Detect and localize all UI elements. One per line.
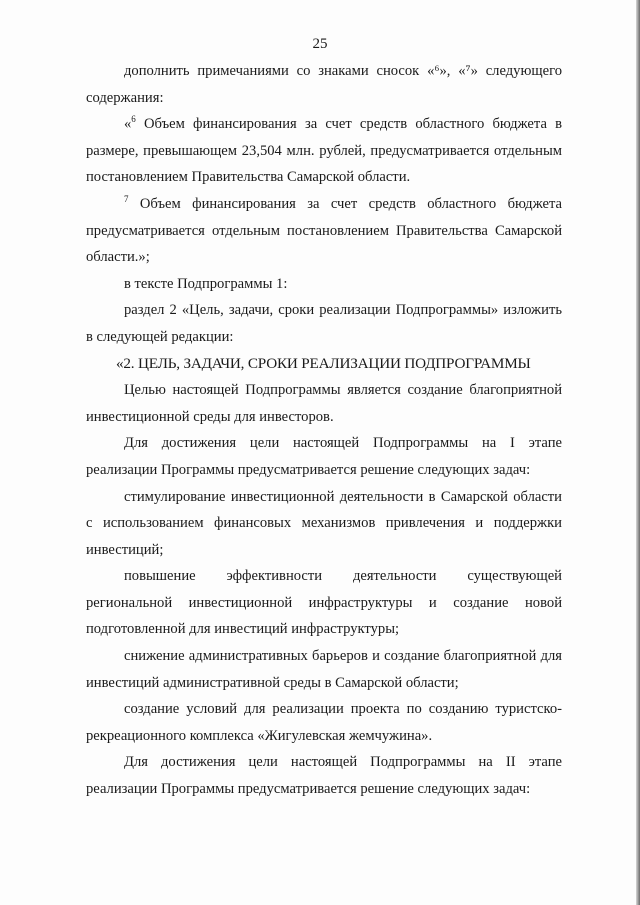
paragraph-task-barriers (86, 643, 562, 696)
paragraph-text: повышение эффективности деятельности существующей региональной инвестиционной инфраструктуры и создание новой подготовленной для инвестиций инфраструктуры; (86, 568, 562, 638)
footnote-mark-7: 7 (124, 194, 129, 205)
paragraph-text: Целью настоящей Подпрограммы является создание благоприятной инвестиционной среды для инвесторов. (86, 382, 562, 425)
paragraph-text: Объем финансирования за счет средств областного бюджета в размере, превышающем 23,504 млн. рублей, предусматривается отдельным постановлением Правительства Самарской области. (86, 116, 562, 186)
paragraph-task-zhigulevskaya (86, 696, 562, 749)
paragraph-stage-1-tasks (86, 430, 562, 483)
footnote-mark-6: 6 (131, 114, 136, 125)
paragraph-footnote-7 (86, 191, 562, 271)
paragraph-text: Объем финансирования за счет средств областного бюджета предусматривается отдельным постановлением Правительства Самарской области.»; (86, 195, 562, 266)
paragraph-text: Для достижения цели настоящей Подпрограммы на II этапе реализации Программы предусматривается решение следующих задач: (86, 754, 562, 798)
heading-text: «2. ЦЕЛЬ, ЗАДАЧИ, СРОКИ РЕАЛИЗАЦИИ ПОДПРОГРАММЫ (116, 354, 531, 372)
paragraph-amend-notes (86, 58, 562, 111)
paragraph-text: раздел 2 «Цель, задачи, сроки реализации Подпрограммы» изложить в следующей редакции: (86, 302, 562, 345)
paragraph-text: снижение административных барьеров и создание благоприятной для инвестиций административной среды в Самарской области; (86, 648, 562, 691)
paragraph-footnote-6 (86, 111, 562, 191)
page-number: 25 (312, 36, 328, 52)
paragraph-text: стимулирование инвестиционной деятельности в Самарской области с использованием финансовых механизмов привлечения и поддержки инвестиций; (86, 488, 562, 558)
paragraph-goal (86, 377, 562, 430)
paragraph-task-stimulation (86, 484, 562, 564)
section-heading (86, 351, 562, 378)
paragraph-task-infrastructure (86, 563, 562, 643)
paragraph-stage-2-tasks (86, 749, 562, 802)
paragraph-text: Для достижения цели настоящей Подпрограммы на I этапе реализации Программы предусматривается решение следующих задач: (86, 435, 562, 478)
scan-edge-shadow (636, 0, 640, 905)
paragraph-text: в тексте Подпрограммы 1: (124, 275, 288, 292)
paragraph-text: создание условий для реализации проекта по созданию туристско-рекреационного комплекса «Жигулевская жемчужина». (86, 701, 562, 744)
document-body (86, 58, 562, 803)
quote-open: « (124, 116, 132, 133)
paragraph-text: дополнить примечаниями со знаками сносок «⁶», «⁷» следующего содержания: (86, 63, 562, 106)
paragraph-section-2 (86, 297, 562, 350)
paragraph-subprogram-text (86, 271, 562, 298)
